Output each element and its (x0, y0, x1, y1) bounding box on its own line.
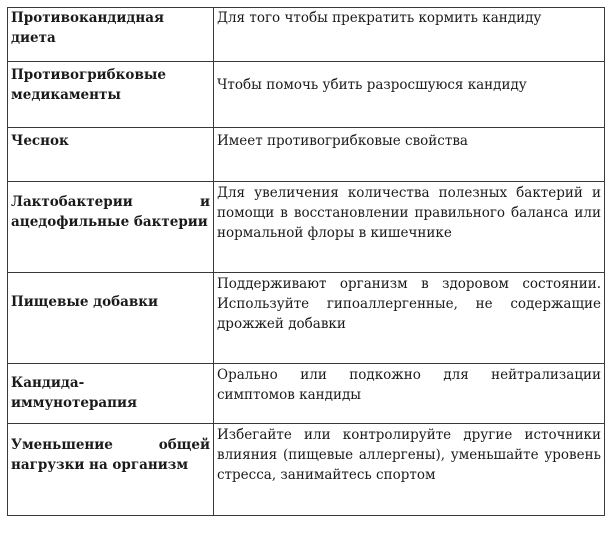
treatment-description: Поддерживают организм в здоровом состоянии. Используйте гипоаллергенные, не содержащие дрожжей добавки (214, 273, 605, 364)
treatment-name: Пищевые добавки (8, 273, 214, 364)
treatment-name: Противогрибковые медикаменты (8, 62, 214, 128)
treatment-table (7, 7, 605, 516)
treatment-description: Для увеличения количества полезных бактерий и помощи в восстановлении правильного баланса или нормальной флоры в кишечнике (214, 182, 605, 273)
treatment-description: Орально или подкожно для нейтрализации симптомов кандиды (214, 364, 605, 424)
treatment-name: Уменьшение общей нагрузки на организм (8, 424, 214, 516)
treatment-name: Чеснок (8, 128, 214, 182)
treatment-name: Лактобактерии и ацедофильные бактерии (8, 182, 214, 273)
table-row (8, 62, 605, 128)
table-row (8, 182, 605, 273)
table-row (8, 424, 605, 516)
table-row (8, 128, 605, 182)
treatment-description: Имеет противогрибковые свойства (214, 128, 605, 182)
treatment-name: Кандида-иммунотерапия (8, 364, 214, 424)
table-row (8, 8, 605, 62)
table-row (8, 273, 605, 364)
treatment-name: Противокандидная диета (8, 8, 214, 62)
table-row (8, 364, 605, 424)
treatment-description: Чтобы помочь убить разросшуюся кандиду (214, 62, 605, 128)
treatment-description: Для того чтобы прекратить кормить кандиду (214, 8, 605, 62)
treatment-description: Избегайте или контролируйте другие источники влияния (пищевые аллергены), уменьшайте уровень стресса, занимайтесь спортом (214, 424, 605, 516)
